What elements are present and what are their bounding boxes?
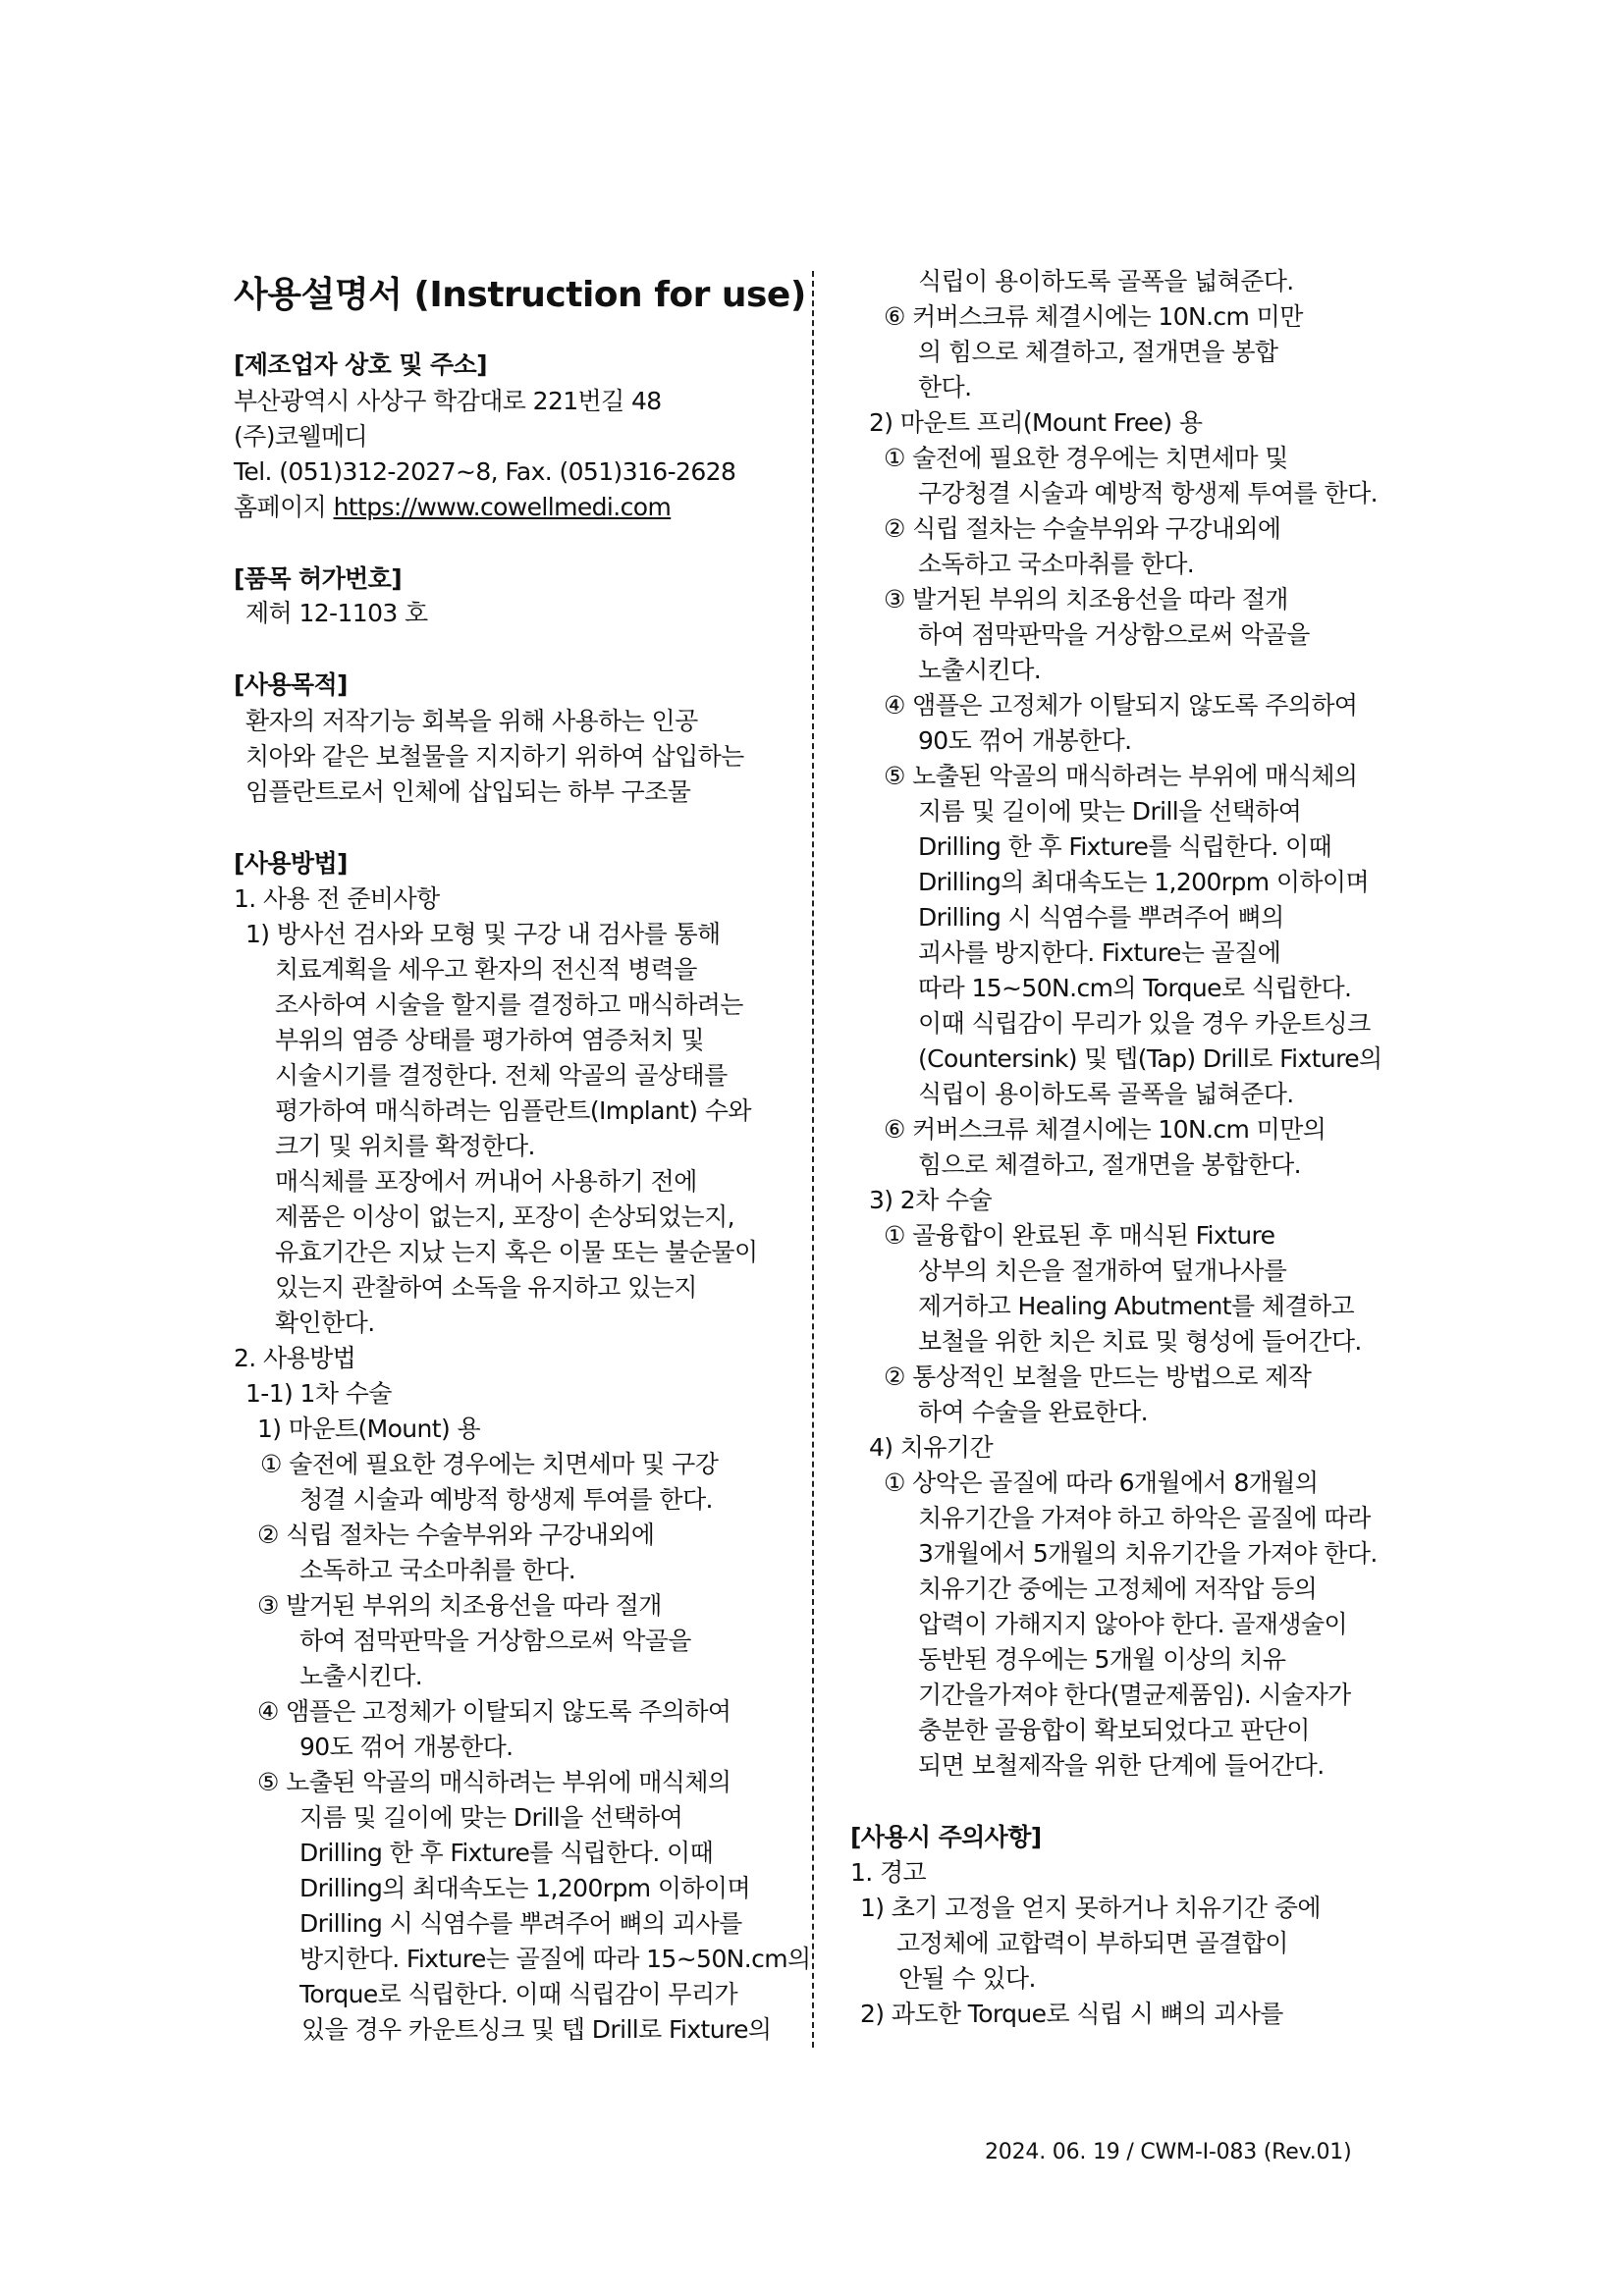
text-line [234, 387, 662, 416]
text-line [884, 444, 1288, 473]
text-line [257, 1415, 480, 1444]
text-line [850, 1858, 926, 1888]
section-heading [850, 1823, 1042, 1852]
text-line [275, 1273, 697, 1303]
text-line [257, 1768, 731, 1797]
line-text: 한다. [918, 373, 972, 401]
text-line [884, 1468, 1318, 1498]
text-line [918, 1398, 1148, 1427]
text-line [918, 1009, 1371, 1039]
line-text: 조사하여 시술을 할지를 결정하고 매식하려는 [275, 990, 743, 1019]
line-text: 1. 사용 전 준비사항 [234, 884, 440, 913]
line-text: 노출시킨다. [299, 1662, 423, 1690]
line-text: 유효기간은 지났 는지 혹은 이물 또는 불순물이 [275, 1238, 758, 1266]
text-line [299, 1874, 750, 1903]
line-text: 90도 꺾어 개봉한다. [299, 1733, 514, 1761]
line-text: 지름 및 길이에 맞는 Drill을 선택하여 [918, 797, 1302, 826]
text-line [245, 920, 721, 949]
line-text: ③ 발거된 부위의 치조융선을 따라 절개 [257, 1591, 662, 1620]
text-line [275, 1026, 704, 1055]
section-heading [234, 670, 348, 700]
text-line [299, 1980, 737, 2009]
line-text: Drilling의 최대속도는 1,200rpm 이하이며 [918, 868, 1370, 896]
page-title: 사용설명서 (Instruction for use) [234, 275, 806, 315]
text-line [234, 884, 440, 914]
line-text: ① 술전에 필요한 경우에는 치면세마 및 구강 [260, 1450, 719, 1478]
line-text: ① 술전에 필요한 경우에는 치면세마 및 [884, 444, 1288, 472]
line-text: ④ 앰플은 고정체가 이탈되지 않도록 주의하여 [257, 1697, 731, 1726]
text-line [860, 2000, 1283, 2029]
line-text: Torque로 식립한다. 이때 식립감이 무리가 [299, 1980, 738, 2008]
line-text: Drilling의 최대속도는 1,200rpm 이하이며 [299, 1874, 751, 1902]
line-text: 있을 경우 카운트싱크 및 텝 Drill로 Fixture의 [301, 2015, 772, 2044]
text-line [918, 832, 1331, 862]
text-line [275, 1167, 697, 1197]
line-text: (Countersink) 및 텝(Tap) Drill로 Fixture의 [918, 1044, 1382, 1073]
text-line [884, 1362, 1311, 1392]
line-text: ⑤ 노출된 악골의 매식하려는 부위에 매식체의 [257, 1768, 731, 1796]
line-text: 1) 초기 고정을 얻지 못하거나 치유기간 중에 [860, 1894, 1321, 1922]
line-text: 의 힘으로 체결하고, 절개면을 봉합 [918, 338, 1278, 366]
text-line [299, 1909, 742, 1939]
line-text: 압력이 가해지지 않아야 한다. 골재생술이 [918, 1610, 1348, 1638]
column-divider [812, 271, 814, 2048]
line-text: 제거하고 Healing Abutment를 체결하고 [918, 1292, 1355, 1320]
text-line [918, 1044, 1382, 1074]
text-line [918, 656, 1041, 685]
line-text: 동반된 경우에는 5개월 이상의 치유 [918, 1645, 1286, 1674]
line-text: 지름 및 길이에 맞는 Drill을 선택하여 [299, 1803, 683, 1832]
line-text: 구강청결 시술과 예방적 항생제 투여를 한다. [918, 479, 1378, 507]
line-text: 크기 및 위치를 확정한다. [275, 1132, 535, 1160]
line-text: 괴사를 방지한다. Fixture는 골질에 [918, 938, 1281, 967]
text-line [918, 550, 1194, 579]
line-text: 이때 식립감이 무리가 있을 경우 카운트싱크 [918, 1009, 1371, 1038]
line-text: 있는지 관찰하여 소독을 유지하고 있는지 [275, 1273, 697, 1302]
text-line [260, 1450, 718, 1479]
line-text: ⑤ 노출된 악골의 매식하려는 부위에 매식체의 [884, 762, 1358, 790]
line-text: 기간을가져야 한다(멸균제품임). 시술자가 [918, 1681, 1351, 1709]
line-text: 치료계획을 세우고 환자의 전신적 병력을 [275, 955, 697, 984]
text-line [884, 762, 1357, 791]
text-line [884, 514, 1280, 544]
line-text: 하여 점막판막을 거상함으로써 악골을 [918, 620, 1310, 649]
text-line [918, 1327, 1362, 1357]
line-text: 부산광역시 사상구 학감대로 221번길 48 [234, 387, 662, 415]
line-text: ② 식립 절차는 수술부위와 구강내외에 [257, 1521, 655, 1549]
line-text: Drilling 한 후 Fixture를 식립한다. 이때 [299, 1839, 714, 1867]
text-line [275, 1308, 375, 1338]
section-heading [234, 350, 487, 380]
line-text: 90도 꺾어 개봉한다. [918, 726, 1132, 755]
text-line [299, 1839, 713, 1868]
line-text: 치아와 같은 보철물을 지지하기 위하여 삽입하는 [245, 742, 744, 771]
line-text: 소독하고 국소마취를 한다. [918, 550, 1195, 578]
line-text: 제품은 이상이 없는지, 포장이 손상되었는지, [275, 1202, 734, 1231]
line-text: 보철을 위한 치은 치료 및 형성에 들어간다. [918, 1327, 1362, 1356]
text-line [918, 1751, 1325, 1781]
line-text: 방지한다. Fixture는 골질에 따라 15~50N.cm의 [299, 1945, 811, 1973]
text-line [869, 1186, 992, 1215]
text-line [257, 1521, 654, 1550]
line-text: 1) 방사선 검사와 모형 및 구강 내 검사를 통해 [245, 920, 721, 948]
line-text: 치유기간 중에는 고정체에 저작압 등의 [918, 1575, 1318, 1603]
text-line [918, 1504, 1371, 1533]
text-line [860, 1894, 1321, 1923]
line-text: 따라 15~50N.cm의 Torque로 식립한다. [918, 974, 1352, 1002]
text-line [275, 1238, 758, 1267]
line-text: 1) 마운트(Mount) 용 [257, 1415, 481, 1443]
line-text: ⑥ 커버스크류 체결시에는 10N.cm 미만의 [884, 1115, 1326, 1144]
line-text: 하여 점막판막을 거상함으로써 악골을 [299, 1627, 691, 1655]
text-line [918, 479, 1378, 508]
text-line [275, 1061, 728, 1091]
text-line [896, 1929, 1288, 1958]
text-line [299, 1485, 713, 1515]
line-text: [품목 허가번호] [234, 564, 403, 593]
text-line [918, 1645, 1285, 1675]
line-text: [제조업자 상호 및 주소] [234, 350, 487, 379]
text-line [918, 1080, 1294, 1109]
line-text: 1. 경고 [850, 1858, 927, 1887]
text-line [299, 1556, 575, 1585]
text-line [299, 1803, 682, 1833]
text-line [234, 422, 367, 452]
line-text: 환자의 저작기능 회복을 위해 사용하는 인공 [245, 707, 698, 735]
text-line [245, 1379, 392, 1409]
document-footer: 2024. 06. 19 / CWM-I-083 (Rev.01) [985, 2140, 1352, 2164]
text-line [918, 1292, 1354, 1321]
line-text: 소독하고 국소마취를 한다. [299, 1556, 576, 1584]
text-line [234, 1344, 355, 1373]
text-line [918, 903, 1284, 933]
line-text: ① 상악은 골질에 따라 6개월에서 8개월의 [884, 1468, 1319, 1497]
line-text: (주)코웰메디 [234, 422, 368, 451]
line-text: 부위의 염증 상태를 평가하여 염증처치 및 [275, 1026, 705, 1054]
line-text: 안될 수 있다. [898, 1964, 1036, 1993]
line-text: ② 식립 절차는 수술부위와 구강내외에 [884, 514, 1281, 543]
homepage-link[interactable]: https://www.cowellmedi.com [333, 493, 672, 521]
line-text: 2) 과도한 Torque로 식립 시 뼈의 괴사를 [860, 2000, 1283, 2028]
line-text: [사용시 주의사항] [850, 1823, 1042, 1851]
text-line [918, 1539, 1378, 1569]
line-text: 치유기간을 가져야 하고 하악은 골질에 따라 [918, 1504, 1371, 1532]
text-line [299, 1733, 514, 1762]
line-text: 확인한다. [275, 1308, 375, 1337]
text-line [275, 1132, 535, 1161]
text-line [884, 691, 1357, 721]
line-text: 하여 수술을 완료한다. [918, 1398, 1148, 1426]
line-text: 시술시기를 결정한다. 전체 악골의 골상태를 [275, 1061, 728, 1090]
text-line [245, 742, 744, 772]
line-text: 3개월에서 5개월의 치유기간을 가져야 한다. [918, 1539, 1378, 1568]
text-line [918, 267, 1294, 296]
text-line [275, 1096, 751, 1126]
line-text: 식립이 용이하도록 골폭을 넓혀준다. [918, 267, 1294, 295]
text-line [257, 1697, 731, 1727]
line-text: 2) 마운트 프리(Mount Free) 용 [869, 408, 1203, 437]
line-text: 임플란트로서 인체에 삽입되는 하부 구조물 [245, 777, 691, 806]
line-text: 되면 보철제작을 위한 단계에 들어간다. [918, 1751, 1325, 1780]
text-line [299, 1945, 811, 1974]
line-text: ② 통상적인 보철을 만드는 방법으로 제작 [884, 1362, 1312, 1391]
text-line [918, 1150, 1301, 1180]
text-line [918, 373, 971, 402]
text-line [257, 1591, 662, 1621]
text-line [275, 990, 743, 1020]
text-line [918, 338, 1277, 367]
section-heading [234, 564, 402, 594]
line-text: 고정체에 교합력이 부하되면 골결합이 [896, 1929, 1288, 1957]
text-line [884, 1115, 1326, 1145]
line-text: 4) 치유기간 [869, 1433, 994, 1462]
text-line [898, 1964, 1036, 1994]
line-text: 3) 2차 수술 [869, 1186, 993, 1214]
text-line [884, 302, 1303, 332]
line-text: [사용목적] [234, 670, 348, 699]
line-text: Drilling 한 후 Fixture를 식립한다. 이때 [918, 832, 1332, 861]
line-text: 제허 12-1103 호 [245, 599, 428, 627]
text-line [918, 974, 1351, 1003]
line-text: ① 골융합이 완료된 후 매식된 Fixture [884, 1221, 1275, 1250]
line-text: 힘으로 체결하고, 절개면을 봉합한다. [918, 1150, 1301, 1179]
text-line [918, 726, 1132, 756]
text-line [918, 1256, 1286, 1286]
text-line [301, 2015, 771, 2045]
text-line [918, 620, 1310, 650]
text-line [234, 493, 671, 522]
text-line [275, 1202, 734, 1232]
line-text: Drilling 시 식염수를 뿌려주어 뼈의 [918, 903, 1284, 932]
line-text: 청결 시술과 예방적 항생제 투여를 한다. [299, 1485, 713, 1514]
text-line [275, 955, 697, 985]
text-line [869, 1433, 993, 1463]
line-text: 노출시킨다. [918, 656, 1042, 684]
line-text: 충분한 골융합이 확보되었다고 판단이 [918, 1716, 1310, 1744]
line-text: 상부의 치은을 절개하여 덮개나사를 [918, 1256, 1287, 1285]
line-text: Drilling 시 식염수를 뿌려주어 뼈의 괴사를 [299, 1909, 742, 1938]
line-text: 홈페이지 [234, 493, 334, 521]
text-line [918, 1716, 1310, 1745]
text-line [245, 777, 690, 807]
line-text: ④ 앰플은 고정체가 이탈되지 않도록 주의하여 [884, 691, 1358, 720]
text-line [234, 457, 735, 487]
line-text: 2. 사용방법 [234, 1344, 356, 1372]
text-line [918, 1575, 1317, 1604]
text-line [918, 1681, 1351, 1710]
line-text: 1-1) 1차 수술 [245, 1379, 392, 1408]
line-text: Tel. (051)312-2027~8, Fax. (051)316-2628 [234, 457, 736, 486]
text-line [918, 868, 1369, 897]
text-line [299, 1662, 422, 1691]
line-text: 매식체를 포장에서 꺼내어 사용하기 전에 [275, 1167, 697, 1196]
text-line [884, 1221, 1274, 1251]
line-text: [사용방법] [234, 849, 348, 878]
section-heading [234, 849, 348, 879]
line-text: 평가하여 매식하려는 임플란트(Implant) 수와 [275, 1096, 751, 1125]
text-line [918, 797, 1301, 827]
text-line [245, 707, 698, 736]
line-text: 식립이 용이하도록 골폭을 넓혀준다. [918, 1080, 1294, 1108]
text-line [918, 938, 1280, 968]
text-line [918, 1610, 1347, 1639]
text-line [869, 408, 1202, 438]
line-text: ③ 발거된 부위의 치조융선을 따라 절개 [884, 585, 1288, 614]
text-line [884, 585, 1288, 614]
text-line [299, 1627, 691, 1656]
text-line [245, 599, 428, 628]
line-text: ⑥ 커버스크류 체결시에는 10N.cm 미만 [884, 302, 1303, 331]
